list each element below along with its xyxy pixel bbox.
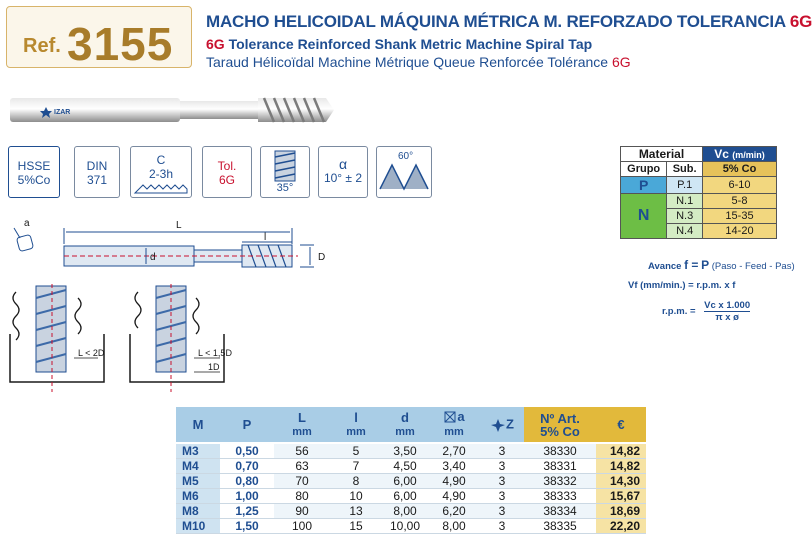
title-spanish: MACHO HELICOIDAL MÁQUINA MÉTRICA M. REFORZADO TOLERANCIA 6G (206, 12, 812, 31)
cell-thread-length: 15 (330, 519, 382, 534)
cell-thread-length: 10 (330, 489, 382, 504)
table-row (176, 489, 646, 504)
col-z: Z (480, 407, 524, 443)
vc-header: Vc (m/min) (703, 147, 777, 162)
spec-material: HSSE 5%Co (8, 146, 60, 198)
cell-flutes: 3 (480, 443, 524, 459)
cell-shank-diameter: 3,50 (382, 443, 428, 459)
square-end-icon (443, 410, 457, 424)
group-n: N (621, 194, 667, 239)
cell-square: 4,90 (428, 489, 480, 504)
svg-text:d: d (150, 252, 156, 263)
cobalt-header: 5% Co (703, 162, 777, 177)
vc-n1: 5-8 (703, 194, 777, 209)
title-english: 6G Tolerance Reinforced Shank Metric Machine Spiral Tap (206, 36, 593, 52)
cell-flutes: 3 (480, 519, 524, 534)
col-d: d mm (382, 407, 428, 443)
cell-thread-size: M3 (176, 443, 220, 459)
group-p: P (621, 177, 667, 194)
cell-flutes: 3 (480, 459, 524, 474)
formula-vf: Vf (mm/min.) = r.p.m. x f (628, 280, 736, 291)
cell-pitch: 0,80 (220, 474, 274, 489)
cell-price: 14,82 (596, 443, 646, 459)
spec-thread-angle (376, 146, 432, 198)
cell-thread-size: M5 (176, 474, 220, 489)
cell-pitch: 1,25 (220, 504, 274, 519)
table-row (176, 504, 646, 519)
reference-box (6, 6, 192, 68)
svg-text:L < 1,5D: L < 1,5D (198, 348, 232, 358)
svg-text:60°: 60° (398, 151, 414, 162)
cell-total-length: 63 (274, 459, 330, 474)
cell-total-length: 80 (274, 489, 330, 504)
cell-pitch: 1,00 (220, 489, 274, 504)
cell-pitch: 1,50 (220, 519, 274, 534)
cell-article-number: 38331 (524, 459, 596, 474)
cell-article-number: 38335 (524, 519, 596, 534)
vc-p1: 6-10 (703, 177, 777, 194)
usage-drawing (8, 284, 278, 394)
grupo-header: Grupo (621, 162, 667, 177)
cell-total-length: 70 (274, 474, 330, 489)
title-french: Taraud Hélicoïdal Machine Métrique Queue Renforcée Tolérance 6G (206, 54, 631, 70)
ref-number: 3155 (67, 18, 174, 70)
cell-article-number: 38330 (524, 443, 596, 459)
chamfer-icon (133, 181, 189, 195)
cell-shank-diameter: 10,00 (382, 519, 428, 534)
cell-thread-size: M6 (176, 489, 220, 504)
col-L: L mm (274, 407, 330, 443)
cell-total-length: 56 (274, 443, 330, 459)
cell-price: 22,20 (596, 519, 646, 534)
cell-thread-length: 7 (330, 459, 382, 474)
tap-brand: IZAR (54, 109, 71, 116)
spec-din: DIN 371 (74, 146, 120, 198)
sub-n1: N.1 (667, 194, 703, 209)
cell-thread-length: 8 (330, 474, 382, 489)
cell-article-number: 38333 (524, 489, 596, 504)
svg-text:1D: 1D (208, 362, 220, 372)
cell-article-number: 38334 (524, 504, 596, 519)
cell-shank-diameter: 4,50 (382, 459, 428, 474)
sub-n3: N.3 (667, 209, 703, 224)
cell-shank-diameter: 8,00 (382, 504, 428, 519)
sub-header: Sub. (667, 162, 703, 177)
cell-thread-length: 13 (330, 504, 382, 519)
formula-rpm: r.p.m. = $\frac{\text{Vc x 1.000}}{\text{π x ø}}$ (662, 300, 751, 323)
svg-text:l: l (264, 232, 267, 243)
cell-flutes: 3 (480, 489, 524, 504)
sub-n4: N.4 (667, 224, 703, 239)
col-price: € (596, 407, 646, 443)
flutes-icon (490, 417, 506, 433)
product-table (176, 407, 646, 534)
tap-photo (8, 92, 338, 128)
svg-text:D: D (318, 252, 326, 263)
dimension-drawing (8, 210, 338, 280)
cell-thread-length: 5 (330, 443, 382, 459)
cell-square: 3,40 (428, 459, 480, 474)
cell-shank-diameter: 6,00 (382, 489, 428, 504)
table-row (176, 443, 646, 459)
svg-text:L: L (176, 220, 182, 231)
cell-flutes: 3 (480, 474, 524, 489)
svg-text:L < 2D: L < 2D (78, 348, 105, 358)
cell-price: 15,67 (596, 489, 646, 504)
cell-thread-size: M4 (176, 459, 220, 474)
cell-flutes: 3 (480, 504, 524, 519)
vc-n4: 14-20 (703, 224, 777, 239)
cell-square: 8,00 (428, 519, 480, 534)
thread-profile-icon (378, 149, 430, 195)
cell-total-length: 100 (274, 519, 330, 534)
cell-article-number: 38332 (524, 474, 596, 489)
col-p: P (220, 407, 274, 443)
col-a: a mm (428, 407, 480, 443)
col-article: Nº Art. 5% Co (524, 407, 596, 443)
material-table (620, 146, 777, 239)
cell-total-length: 90 (274, 504, 330, 519)
svg-text:a: a (24, 218, 30, 229)
cell-pitch: 0,70 (220, 459, 274, 474)
spec-helix: 35° (260, 146, 310, 198)
spec-tolerance: Tol. 6G (202, 146, 252, 198)
table-row (176, 519, 646, 534)
col-m: M (176, 407, 220, 443)
cell-pitch: 0,50 (220, 443, 274, 459)
cell-thread-size: M8 (176, 504, 220, 519)
cell-shank-diameter: 6,00 (382, 474, 428, 489)
col-l: l mm (330, 407, 382, 443)
material-header: Material (621, 147, 703, 162)
spec-rake-angle: α 10° ± 2 (318, 146, 368, 198)
cell-price: 14,82 (596, 459, 646, 474)
cell-thread-size: M10 (176, 519, 220, 534)
spec-chamfer: C 2-3h (130, 146, 192, 198)
cell-square: 6,20 (428, 504, 480, 519)
helix-icon (263, 149, 307, 183)
vc-n3: 15-35 (703, 209, 777, 224)
table-row (176, 459, 646, 474)
sub-p1: P.1 (667, 177, 703, 194)
cell-price: 18,69 (596, 504, 646, 519)
formula-feed: Avance f = P (Paso - Feed - Pas) (648, 258, 795, 272)
cell-price: 14,30 (596, 474, 646, 489)
cell-square: 4,90 (428, 474, 480, 489)
ref-label: Ref. (23, 35, 61, 57)
table-row (176, 474, 646, 489)
cell-square: 2,70 (428, 443, 480, 459)
